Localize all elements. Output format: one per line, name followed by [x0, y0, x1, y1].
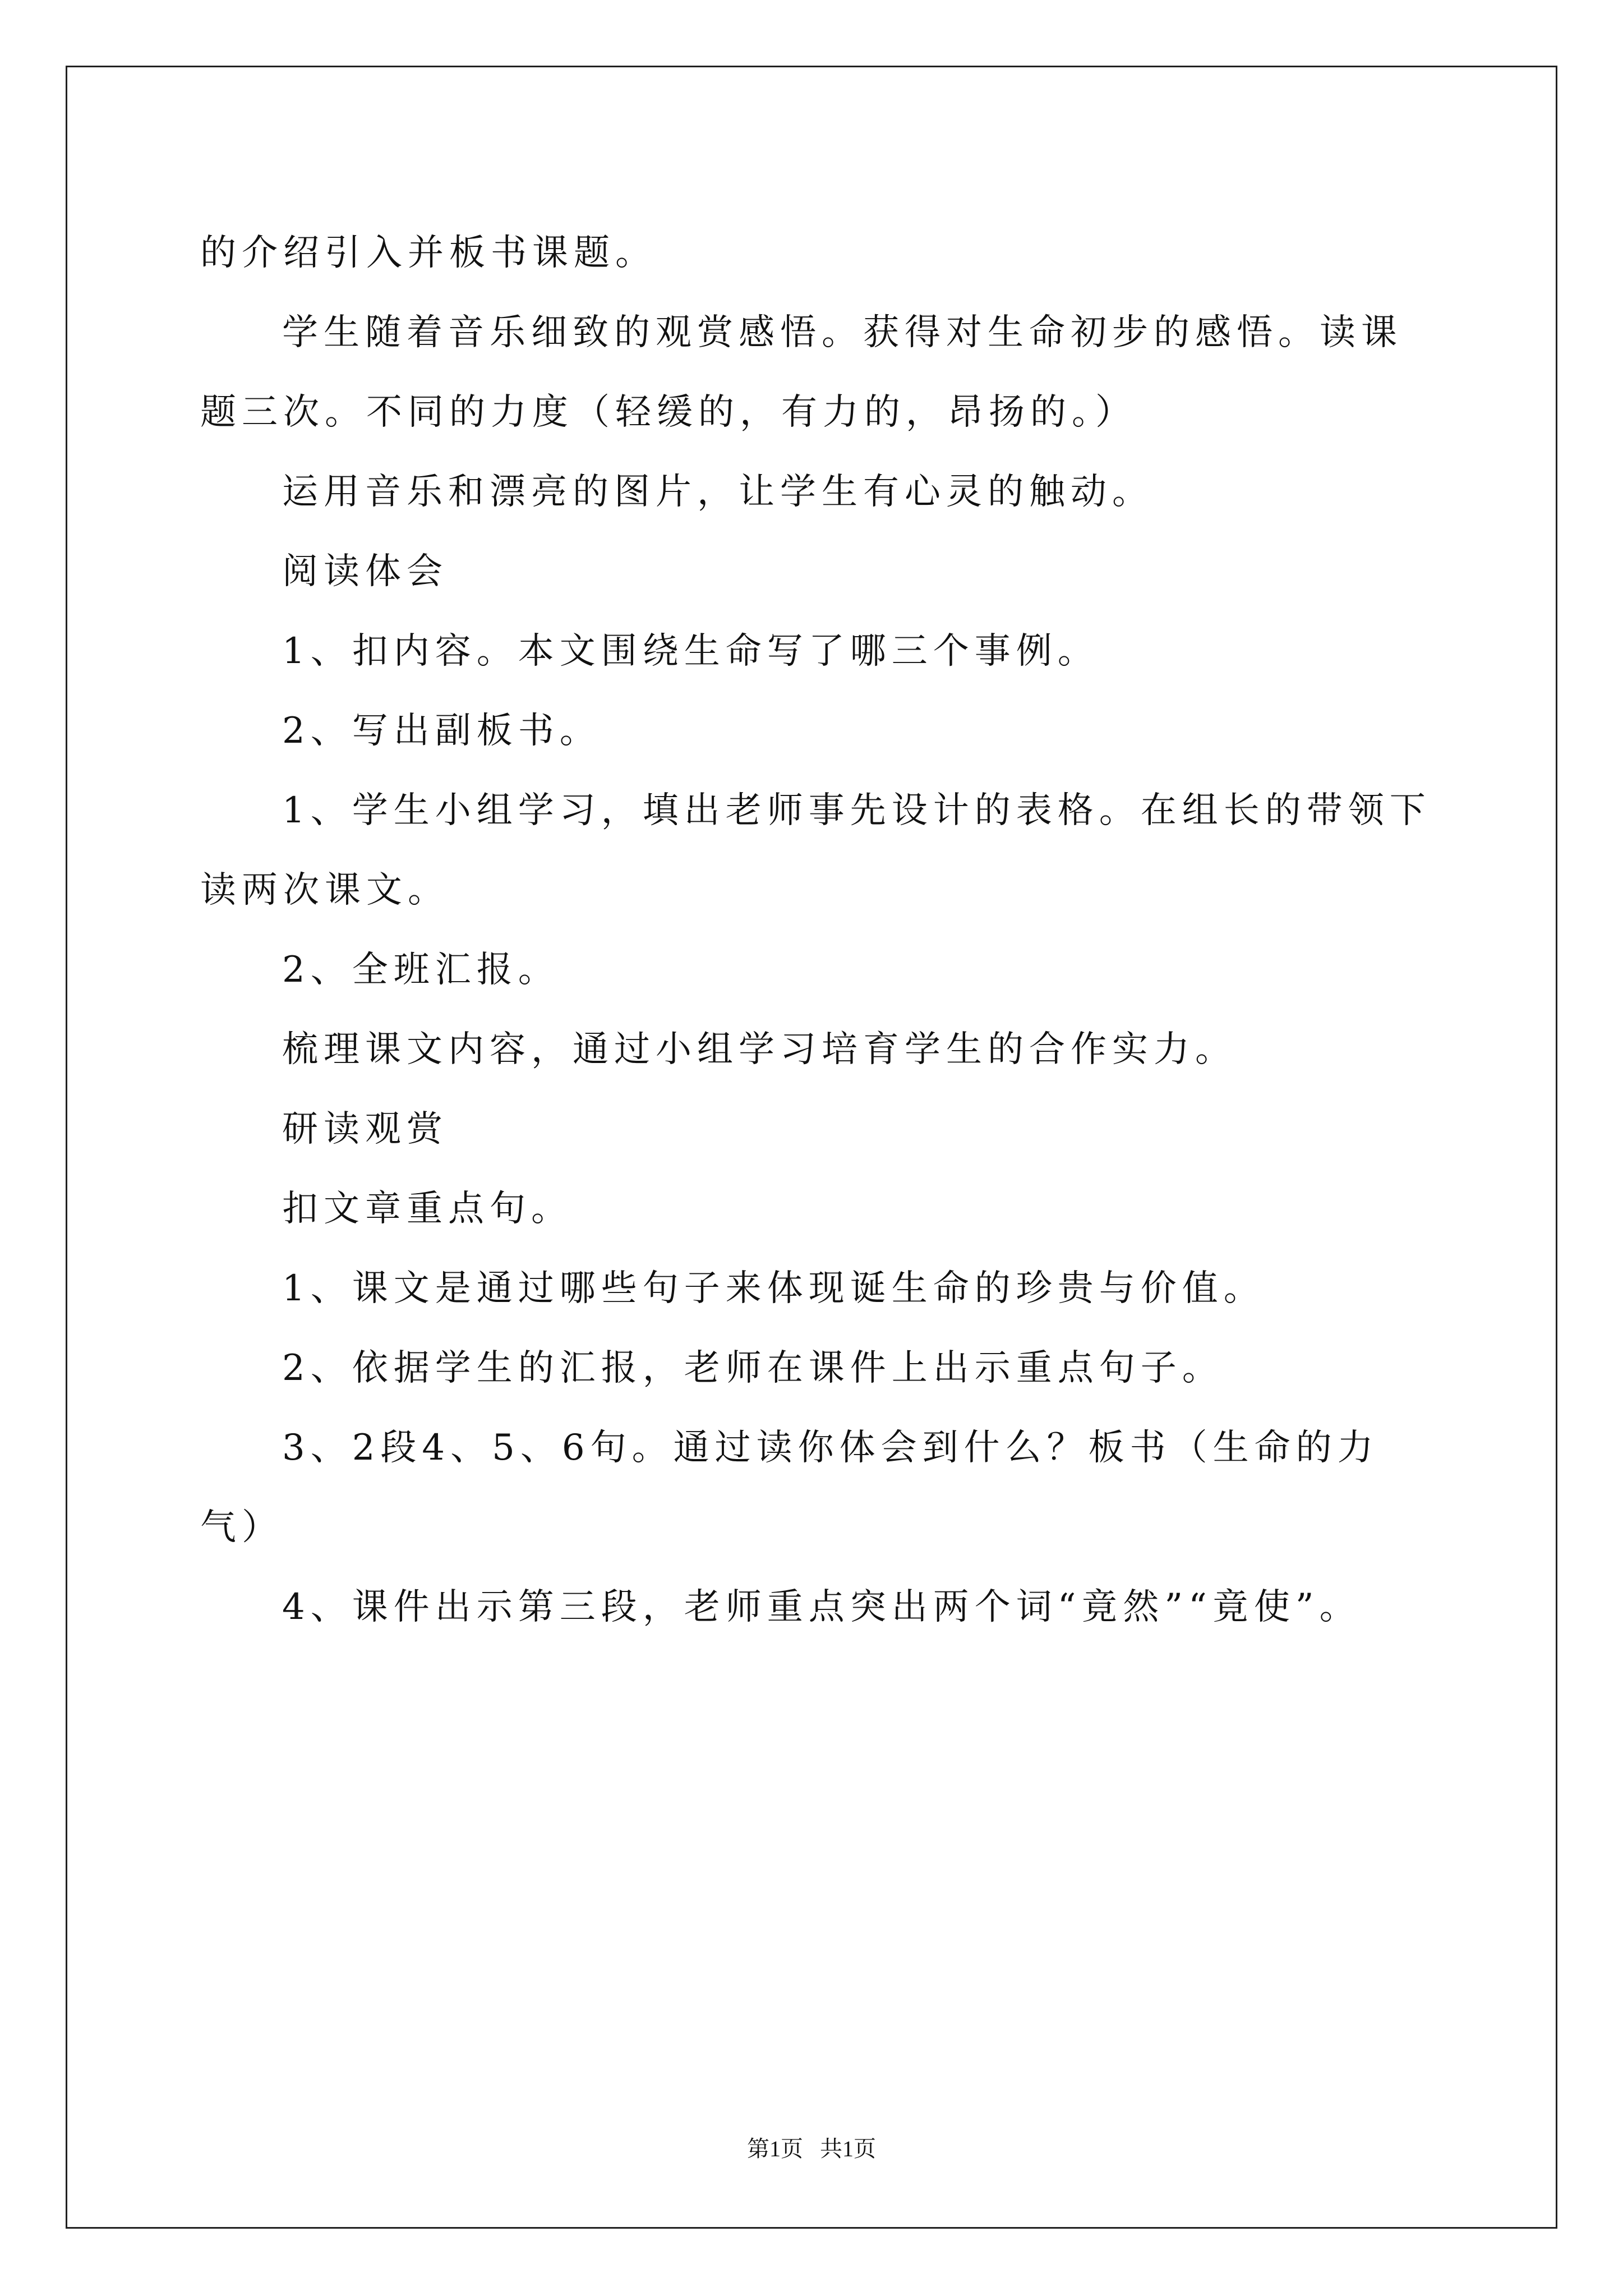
paragraph: 梳理课文内容，通过小组学习培育学生的合作实力。 — [282, 1029, 1237, 1070]
paragraph: 1、学生小组学习，填出老师事先设计的表格。在组长的带领下读两次课文。 — [200, 790, 1431, 911]
paragraph: 1、课文是通过哪些句子来体现诞生命的珍贵与价值。 — [282, 1268, 1265, 1309]
paragraph: 2、全班汇报。 — [282, 949, 560, 991]
paragraph: 1、扣内容。本文围绕生命写了哪三个事例。 — [282, 631, 1099, 672]
paragraph: 学生随着音乐细致的观赏感悟。获得对生命初步的感悟。读课题三次。不同的力度（轻缓的，有力的，昂扬的。） — [200, 312, 1403, 433]
paragraph: 4、课件出示第三段，老师重点突出两个词“竟然”“竟使”。 — [282, 1586, 1361, 1628]
paragraph: 运用音乐和漂亮的图片，让学生有心灵的触动。 — [282, 471, 1154, 513]
paragraph: 3、2段4、5、6句。通过读你体会到什么？板书（生命的力气） — [200, 1427, 1379, 1548]
document-body — [200, 213, 1434, 1647]
paragraph: 的介绍引入并板书课题。 — [200, 232, 657, 274]
paragraph: 2、写出副板书。 — [282, 710, 601, 752]
section-heading: 阅读体会 — [282, 551, 448, 592]
section-heading: 研读观赏 — [282, 1108, 448, 1150]
paragraph: 2、依据学生的汇报，老师在课件上出示重点句子。 — [282, 1347, 1224, 1389]
page-number-footer: 第1页 共1页 — [747, 2136, 876, 2161]
paragraph: 扣文章重点句。 — [282, 1188, 573, 1230]
